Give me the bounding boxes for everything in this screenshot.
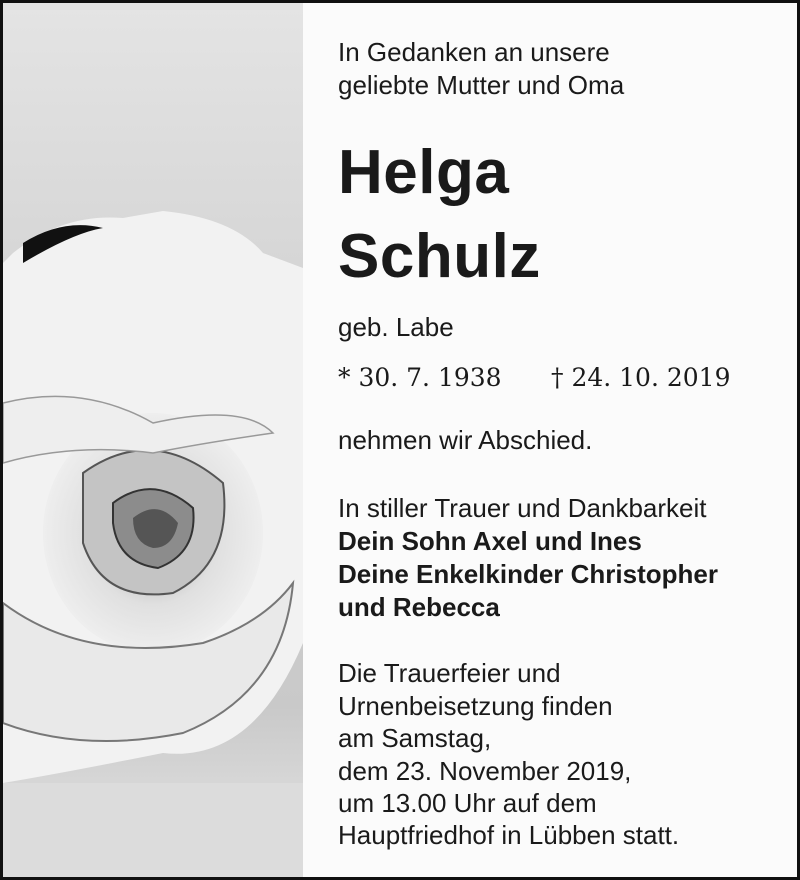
mourners-intro: In stiller Trauer und Dankbarkeit (338, 493, 707, 523)
mourner-line: Dein Sohn Axel und Ines (338, 526, 642, 556)
mourner-line: Deine Enkelkinder Christopher (338, 559, 718, 589)
birth-date: * 30. 7. 1938 (338, 363, 502, 392)
ceremony-line: Hauptfriedhof in Lübben statt. (338, 820, 680, 850)
ceremony-line: Die Trauerfeier und (338, 658, 561, 688)
intro-line: geliebte Mutter und Oma (338, 70, 625, 100)
ceremony-line: am Samstag, (338, 723, 492, 753)
death-date: † 24. 10. 2019 (551, 363, 731, 392)
ceremony-line: Urnenbeisetzung finden (338, 691, 613, 721)
rose-photo (3, 3, 303, 880)
ceremony-line: dem 23. November 2019, (338, 756, 632, 786)
birth-name: geb. Labe (338, 312, 454, 342)
ceremony-line: um 13.00 Uhr auf dem (338, 788, 597, 818)
intro-line: In Gedanken an unsere (338, 37, 610, 67)
last-name: Schulz (338, 222, 541, 291)
farewell-text: nehmen wir Abschied. (338, 425, 593, 455)
first-name: Helga (338, 138, 510, 207)
mourner-line: und Rebecca (338, 592, 500, 622)
